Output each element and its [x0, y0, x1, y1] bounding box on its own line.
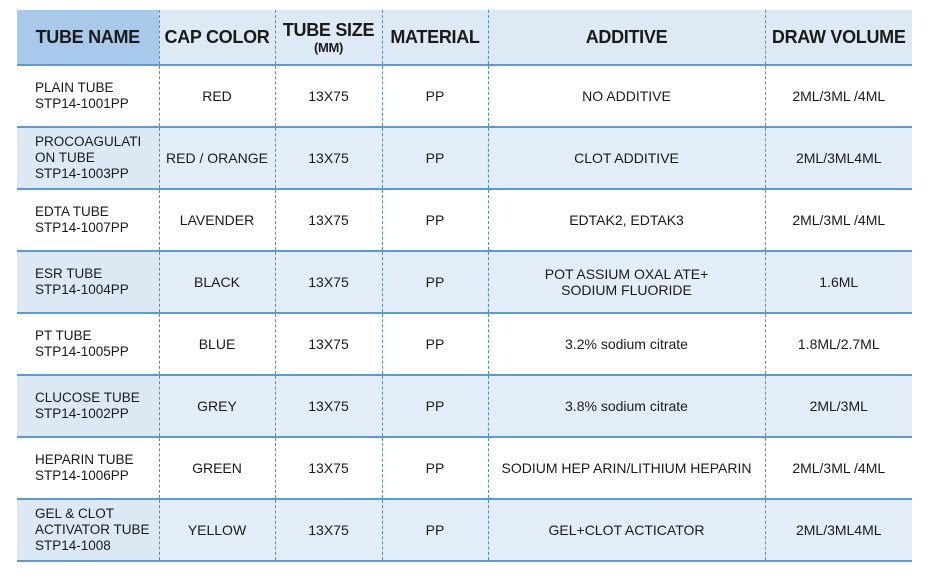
additive-line-1: POT ASSIUM OXAL ATE+	[544, 266, 709, 282]
cell-cap-color: RED / ORANGE	[159, 127, 275, 189]
cell-material: PP	[382, 499, 488, 561]
cell-tube-name	[17, 313, 159, 375]
cell-additive: 3.8% sodium citrate	[488, 375, 765, 437]
header-cap-color: CAP COLOR	[159, 10, 275, 65]
cell-cap-color: RED	[159, 65, 275, 127]
table-row	[17, 437, 912, 499]
cell-draw-volume: 2ML/3ML /4ML	[765, 189, 912, 251]
tube-code-text: STP14-1002PP	[35, 406, 129, 421]
tube-code-text: STP14-1007PP	[35, 220, 129, 235]
cell-cap-color: BLUE	[159, 313, 275, 375]
table-row	[17, 251, 912, 313]
table-row	[17, 313, 912, 375]
cell-material: PP	[382, 251, 488, 313]
cell-tube-size: 13X75	[275, 189, 382, 251]
cell-additive: CLOT ADDITIVE	[488, 127, 765, 189]
tube-name-text: HEPARIN TUBE	[35, 452, 134, 467]
cell-material: PP	[382, 127, 488, 189]
cell-additive	[488, 251, 765, 313]
cell-tube-size: 13X75	[275, 251, 382, 313]
table-body	[17, 65, 912, 561]
cell-material: PP	[382, 189, 488, 251]
tube-spec-table-container	[17, 10, 912, 562]
cell-additive: EDTAK2, EDTAK3	[488, 189, 765, 251]
cell-tube-size: 13X75	[275, 375, 382, 437]
cell-tube-size: 13X75	[275, 437, 382, 499]
cell-cap-color: GREY	[159, 375, 275, 437]
cell-tube-name	[17, 251, 159, 313]
cell-cap-color: LAVENDER	[159, 189, 275, 251]
cell-tube-name	[17, 65, 159, 127]
cell-draw-volume: 2ML/3ML	[765, 375, 912, 437]
tube-code-text: STP14-1008	[35, 538, 111, 553]
cell-draw-volume: 1.8ML/2.7ML	[765, 313, 912, 375]
cell-draw-volume: 2ML/3ML /4ML	[765, 437, 912, 499]
cell-tube-name	[17, 127, 159, 189]
table-row	[17, 499, 912, 561]
table-row	[17, 375, 912, 437]
table-row	[17, 127, 912, 189]
cell-material: PP	[382, 437, 488, 499]
tube-name-text: PLAIN TUBE	[35, 80, 114, 95]
header-tube-size-unit: (MM)	[313, 39, 344, 55]
tube-spec-table	[17, 10, 912, 562]
cell-material: PP	[382, 313, 488, 375]
cell-tube-name	[17, 189, 159, 251]
cell-tube-name	[17, 375, 159, 437]
header-tube-size-label: TUBE SIZE	[282, 19, 375, 40]
cell-tube-size: 13X75	[275, 127, 382, 189]
cell-draw-volume: 1.6ML	[765, 251, 912, 313]
cell-additive: 3.2% sodium citrate	[488, 313, 765, 375]
cell-material: PP	[382, 375, 488, 437]
tube-code-text: STP14-1006PP	[35, 468, 129, 483]
tube-name-text: GEL & CLOT ACTIVATOR TUBE	[35, 506, 150, 537]
tube-code-text: STP14-1005PP	[35, 344, 129, 359]
cell-tube-name	[17, 499, 159, 561]
header-tube-size	[275, 10, 382, 65]
tube-name-text: PT TUBE	[35, 328, 92, 343]
cell-draw-volume: 2ML/3ML4ML	[765, 127, 912, 189]
header-material: MATERIAL	[382, 10, 488, 65]
tube-code-text: STP14-1004PP	[35, 282, 129, 297]
tube-name-text: ESR TUBE	[35, 266, 103, 281]
additive-line-2: SODIUM FLUORIDE	[561, 282, 692, 298]
tube-code-text: STP14-1003PP	[35, 166, 129, 181]
tube-name-text: CLUCOSE TUBE	[35, 390, 140, 405]
cell-additive: GEL+CLOT ACTICATOR	[488, 499, 765, 561]
table-row	[17, 189, 912, 251]
cell-cap-color: YELLOW	[159, 499, 275, 561]
header-row	[17, 10, 912, 65]
cell-material: PP	[382, 65, 488, 127]
table-header	[17, 10, 912, 65]
cell-tube-size: 13X75	[275, 313, 382, 375]
header-tube-name: TUBE NAME	[17, 10, 159, 65]
header-additive: ADDITIVE	[488, 10, 765, 65]
cell-tube-size: 13X75	[275, 499, 382, 561]
cell-cap-color: GREEN	[159, 437, 275, 499]
tube-name-text: EDTA TUBE	[35, 204, 109, 219]
tube-code-text: STP14-1001PP	[35, 96, 129, 111]
cell-draw-volume: 2ML/3ML /4ML	[765, 65, 912, 127]
header-draw-volume: DRAW VOLUME	[765, 10, 912, 65]
cell-draw-volume: 2ML/3ML4ML	[765, 499, 912, 561]
cell-additive: SODIUM HEP ARIN/LITHIUM HEPARIN	[488, 437, 765, 499]
table-row	[17, 65, 912, 127]
cell-tube-size: 13X75	[275, 65, 382, 127]
cell-additive: NO ADDITIVE	[488, 65, 765, 127]
cell-cap-color: BLACK	[159, 251, 275, 313]
tube-name-text: PROCOAGULATI ON TUBE	[35, 134, 142, 165]
cell-tube-name	[17, 437, 159, 499]
